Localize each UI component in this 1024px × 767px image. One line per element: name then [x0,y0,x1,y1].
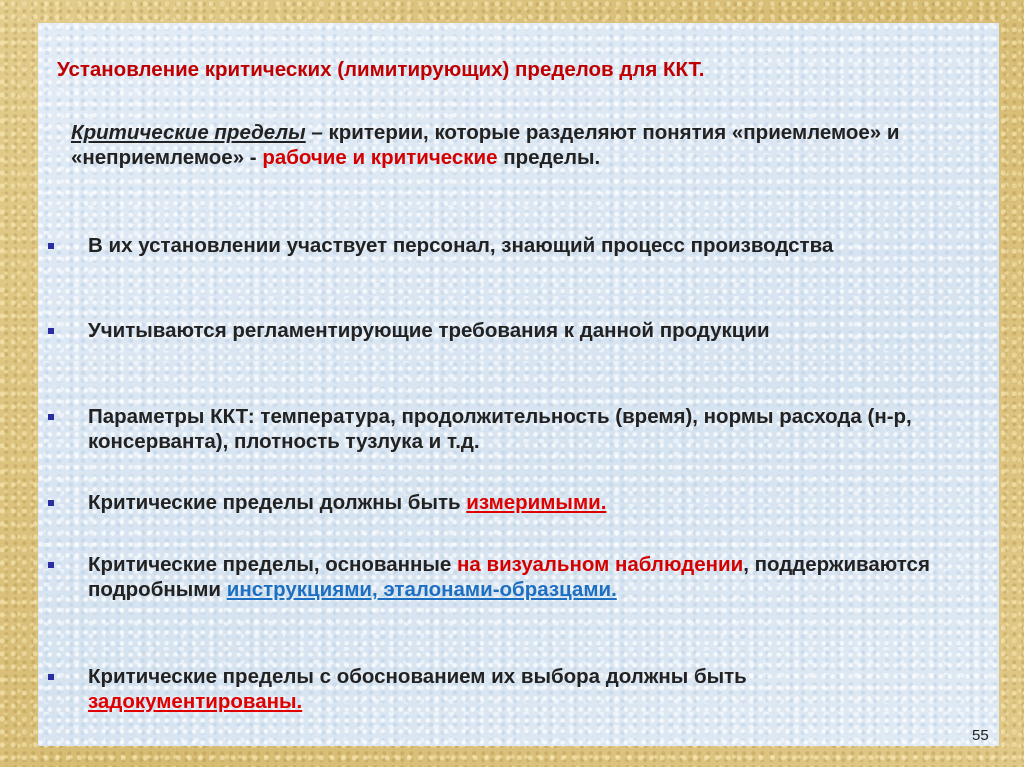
visual-observation-emphasis: на визуальном наблюдении [456,553,744,576]
slide-title: Установление критических (лимитирующих) пределов для ККТ. [57,58,705,81]
documented-emphasis: задокументированы. [88,690,303,713]
bullet-text-plain-2: , поддерживаются подробными [88,553,930,601]
bullet-square-icon [48,414,54,420]
bullet-square-icon [48,562,54,568]
bullet-text: В их установлении участвует персонал, знающий процесс производства [88,234,834,257]
bullet-square-icon [48,500,54,506]
measurable-emphasis: измеримыми. [466,491,607,514]
intro-term: Критические пределы [71,121,306,144]
bullet-text [88,664,948,714]
instructions-link[interactable]: инструкциями, эталонами-образцами. [226,578,617,601]
intro-text: критерии, которые разделяют понятия «приемлемое» и «неприемлемое» - [71,121,900,169]
bullet-item-3 [48,404,948,454]
bullet-square-icon [48,243,54,249]
intro-text-end: пределы. [497,146,601,169]
intro-definition [71,120,961,170]
bullet-text [88,490,948,515]
bullet-item-4 [48,490,948,515]
bullet-item-2 [48,318,948,343]
bullet-text [88,552,948,602]
bullet-item-6 [48,664,948,714]
bullet-square-icon [48,328,54,334]
intro-highlight: рабочие и критические [262,146,498,169]
bullet-text: Параметры ККТ: температура, продолжительность (время), нормы расхода (н-р, консерванта), плотность тузлука и т.д. [88,405,912,453]
bullet-square-icon [48,674,54,680]
bullet-text-plain: Критические пределы, основанные [88,553,457,576]
intro-dash: – [305,121,329,144]
bullet-text: Учитываются регламентирующие требования к данной продукции [88,319,770,342]
bullet-text-plain: Критические пределы с обоснованием их выбора должны быть [88,665,747,688]
page-number: 55 [972,727,989,744]
bullet-item-1 [48,233,948,258]
bullet-text-plain: Критические пределы должны быть [88,491,467,514]
bullet-item-5 [48,552,948,602]
